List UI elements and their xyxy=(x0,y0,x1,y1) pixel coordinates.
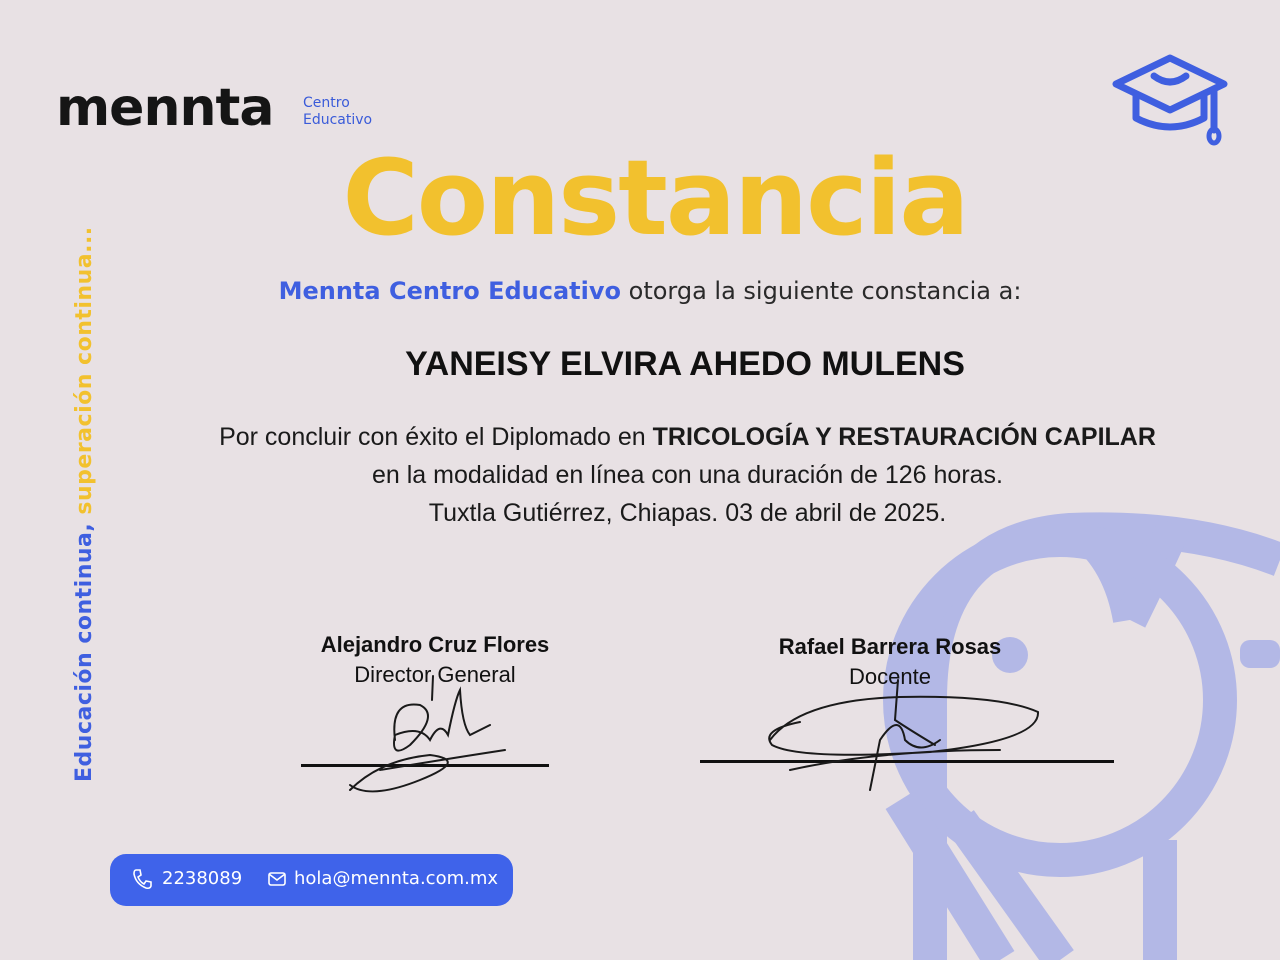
grant-text: otorga la siguiente constancia a: xyxy=(621,277,1022,305)
signer-role: Director General xyxy=(354,662,516,687)
side-slogan-part-1: Educación continua, xyxy=(72,514,97,782)
brand-logo: mennta xyxy=(56,78,274,138)
brand-sub-line-2: Educativo xyxy=(303,112,373,128)
signature-block-director xyxy=(290,630,580,690)
grant-line xyxy=(190,274,1110,308)
signature-block-teacher xyxy=(740,632,1040,692)
grant-organization: Mennta Centro Educativo xyxy=(278,277,621,305)
contact-email[interactable]: hola@mennta.com.mx xyxy=(294,868,499,889)
certificate-body xyxy=(210,418,1165,532)
signer-role: Docente xyxy=(849,664,931,689)
certificate-title: Constancia xyxy=(342,137,968,259)
signature-line-director xyxy=(301,764,549,767)
recipient-name: YANEISY ELVIRA AHEDO MULENS xyxy=(405,345,965,383)
contact-phone[interactable]: 2238089 xyxy=(162,868,243,889)
place-date: Tuxtla Gutiérrez, Chiapas. 03 de abril de 2025. xyxy=(428,499,947,527)
body-prefix: Por concluir con éxito el Diplomado en xyxy=(219,423,653,451)
graduation-cap-icon xyxy=(1110,52,1230,152)
brand-sub-line-1: Centro xyxy=(303,95,350,111)
contact-bar xyxy=(110,854,513,906)
course-name: TRICOLOGÍA Y RESTAURACIÓN CAPILAR xyxy=(652,423,1156,451)
signature-line-teacher xyxy=(700,760,1114,763)
brand-subtitle xyxy=(303,95,372,129)
mail-icon xyxy=(268,872,286,886)
signer-name: Rafael Barrera Rosas xyxy=(778,634,1002,659)
phone-icon xyxy=(132,868,152,890)
signer-name: Alejandro Cruz Flores xyxy=(320,632,550,657)
side-slogan xyxy=(70,172,100,782)
side-slogan-part-2: superación continua... xyxy=(72,226,97,515)
body-suffix: en la modalidad en línea con una duración de 126 horas. xyxy=(371,461,1004,489)
